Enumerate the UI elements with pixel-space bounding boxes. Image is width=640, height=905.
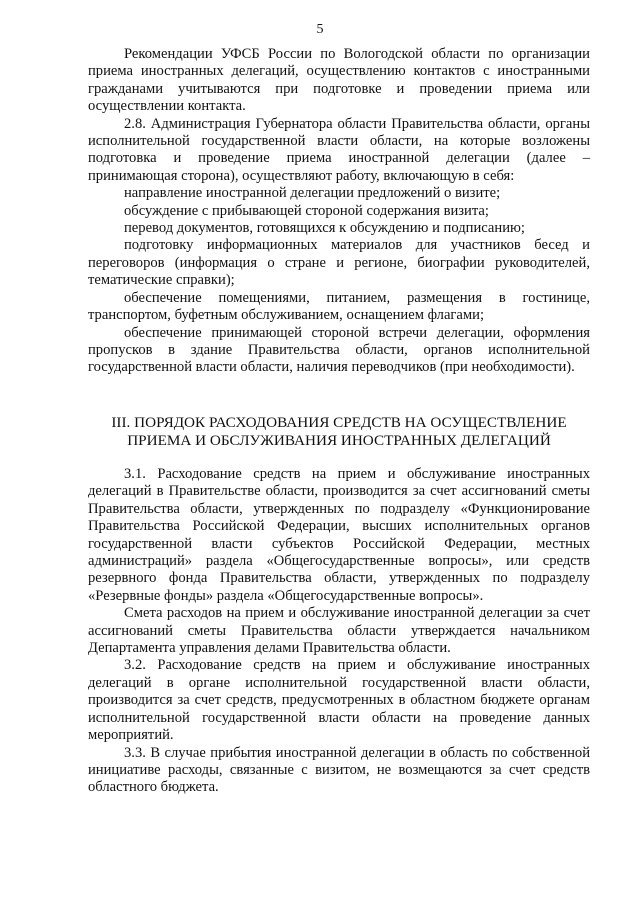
section-heading-line-2: ПРИЕМА И ОБСЛУЖИВАНИЯ ИНОСТРАННЫХ ДЕЛЕГАЦИЙ xyxy=(127,432,551,449)
list-item-meeting-passes: обеспечение принимающей стороной встречи делегации, оформления пропусков в здание Правительства области, органов исполнительной государственной власти области, наличия переводчиков (при необходимости). xyxy=(88,324,590,376)
paragraph-3-2: 3.2. Расходование средств на прием и обслуживание иностранных делегаций в органе исполнительной государственной власти области, производится за счет средств, предусмотренных в областном бюджете органам исполнительной государственной власти области на проведение данных мероприятий. xyxy=(88,657,590,744)
paragraph-ufsb-recommendations: Рекомендации УФСБ России по Вологодской области по организации приема иностранных делегаций, осуществлению контактов с иностранными гражданами учитываются при подготовке и проведении приема или осуществлении контакта. xyxy=(88,46,590,115)
page-number: 5 xyxy=(316,22,324,37)
list-item-visit-content: обсуждение с прибывающей стороной содержания визита; xyxy=(124,202,489,219)
section-3-body xyxy=(88,466,590,797)
section-2-continuation xyxy=(88,46,590,377)
paragraph-3-3: 3.3. В случае прибытия иностранной делегации в область по собственной инициативе расходы, связанные с визитом, не возмещаются за счет средств областного бюджета. xyxy=(88,744,590,796)
list-item-info-materials: подготовку информационных материалов для участников бесед и переговоров (информация о стране и регионе, биографии руководителей, тематические справки); xyxy=(88,237,590,289)
paragraph-estimate-approval: Смета расходов на прием и обслуживание иностранной делегации за счет ассигнований сметы Правительства области утверждается начальником Департамента управления делами Правительства области. xyxy=(88,605,590,657)
list-item-document-translation: перевод документов, готовящихся к обсуждению и подписанию; xyxy=(124,220,525,237)
section-heading xyxy=(88,414,590,450)
paragraph-3-1: 3.1. Расходование средств на прием и обслуживание иностранных делегаций в Правительстве области, производится за счет ассигнований сметы Правительства области, утвержденных по подразделу «Функционирование Правительства Российской Федерации, высших исполнительных органов государственной власти субъектов Российской Федерации, местных администраций» раздела «Общегосударственные вопросы», или средств резервного фонда Правительства области, утвержденных по подразделу «Резервные фонды» раздела «Общегосударственные вопросы». xyxy=(88,466,590,604)
paragraph-2-8: 2.8. Администрация Губернатора области Правительства области, органы исполнительной государственной власти области, на которые возложены подготовка и проведение приема иностранной делегации (далее – принимающая сторона), осуществляют работу, включающую в себя: xyxy=(88,115,590,184)
list-item-accommodation: обеспечение помещениями, питанием, размещения в гостинице, транспортом, буфетным обслуживанием, оснащением флагами; xyxy=(88,289,590,324)
list-item-visit-proposals: направление иностранной делегации предложений о визите; xyxy=(124,185,501,202)
section-heading-line-1: III. ПОРЯДОК РАСХОДОВАНИЯ СРЕДСТВ НА ОСУЩЕСТВЛЕНИЕ xyxy=(111,414,567,431)
